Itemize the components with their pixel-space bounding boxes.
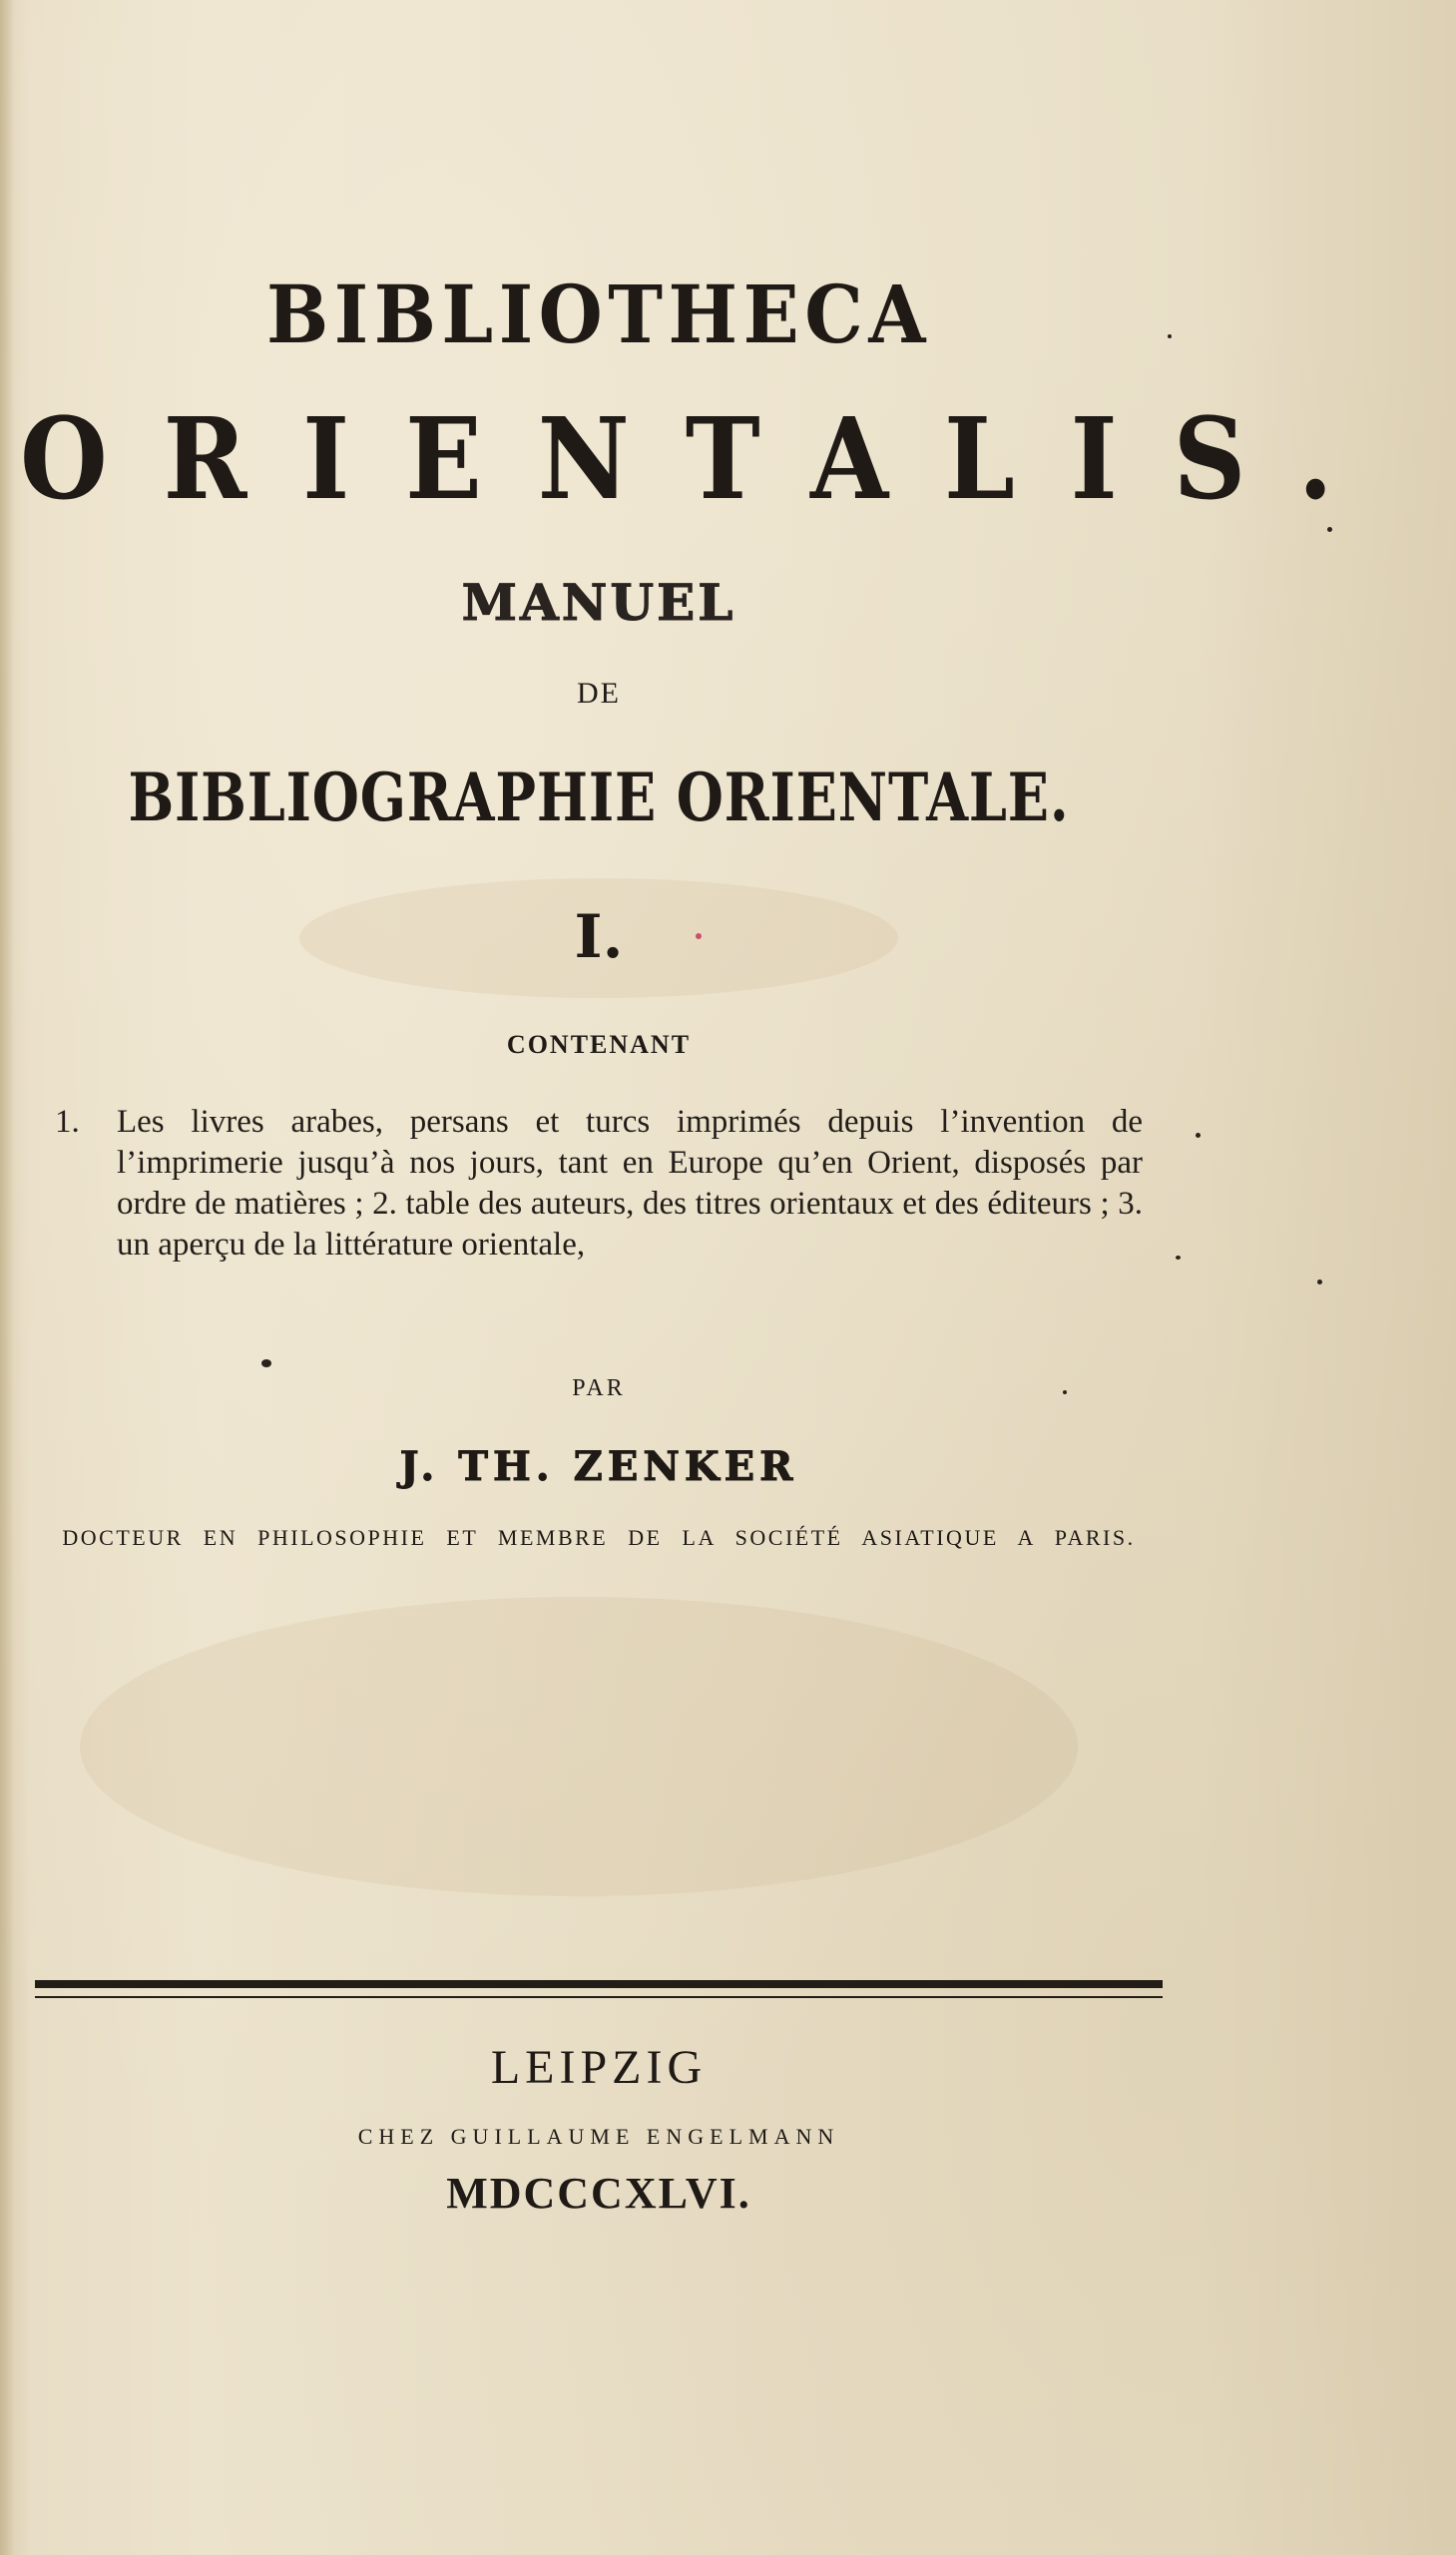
ink-speck [1196,1133,1201,1138]
ink-speck [1168,334,1172,338]
title-line-2: ORIENTALIS. [20,394,1389,525]
contents-heading: CONTENANT [506,1030,692,1059]
publication-year: MDCCCXLVI. [446,2169,751,2218]
ink-speck [1176,1256,1181,1260]
subtitle-de: DE [577,677,621,710]
paper-stain [80,1597,1078,1896]
divider-thin [35,1996,1163,1998]
author-affiliation: DOCTEUR EN PHILOSOPHIE ET MEMBRE DE LA SOCIÉTÉ ASIATIQUE A PARIS. [62,1525,1136,1550]
subtitle-manuel: MANUEL [461,573,736,632]
ink-speck [261,1359,271,1367]
contents-text: Les livres arabes, persans et turcs imprimés depuis l’invention de l’imprimerie jusqu’à nos jours, tant en Europe qu’en Orient, disposés par ordre de matières ; 2. table des auteurs, des titres orientaux et des éditeurs ; 3. un aperçu de la littérature orientale, [117,1104,1143,1263]
subtitle-bibliographie: BIBLIOGRAPHIE ORIENTALE. [128,759,1070,836]
ink-speck [696,933,702,939]
ink-speck [1063,1390,1067,1394]
volume-number: I. [574,902,624,972]
contents-number: 1. [55,1104,80,1140]
publication-city: LEIPZIG [490,2041,708,2094]
publisher: CHEZ GUILLAUME ENGELMANN [357,2124,840,2149]
author-name: J. TH. ZENKER [399,1443,798,1490]
ink-speck [1317,1279,1322,1284]
contents-paragraph [55,1102,1143,1266]
title-line-1: BIBLIOTHECA [266,267,931,361]
divider-thick [35,1980,1163,1988]
ink-speck [1327,527,1332,532]
by-label: PAR [572,1375,626,1401]
